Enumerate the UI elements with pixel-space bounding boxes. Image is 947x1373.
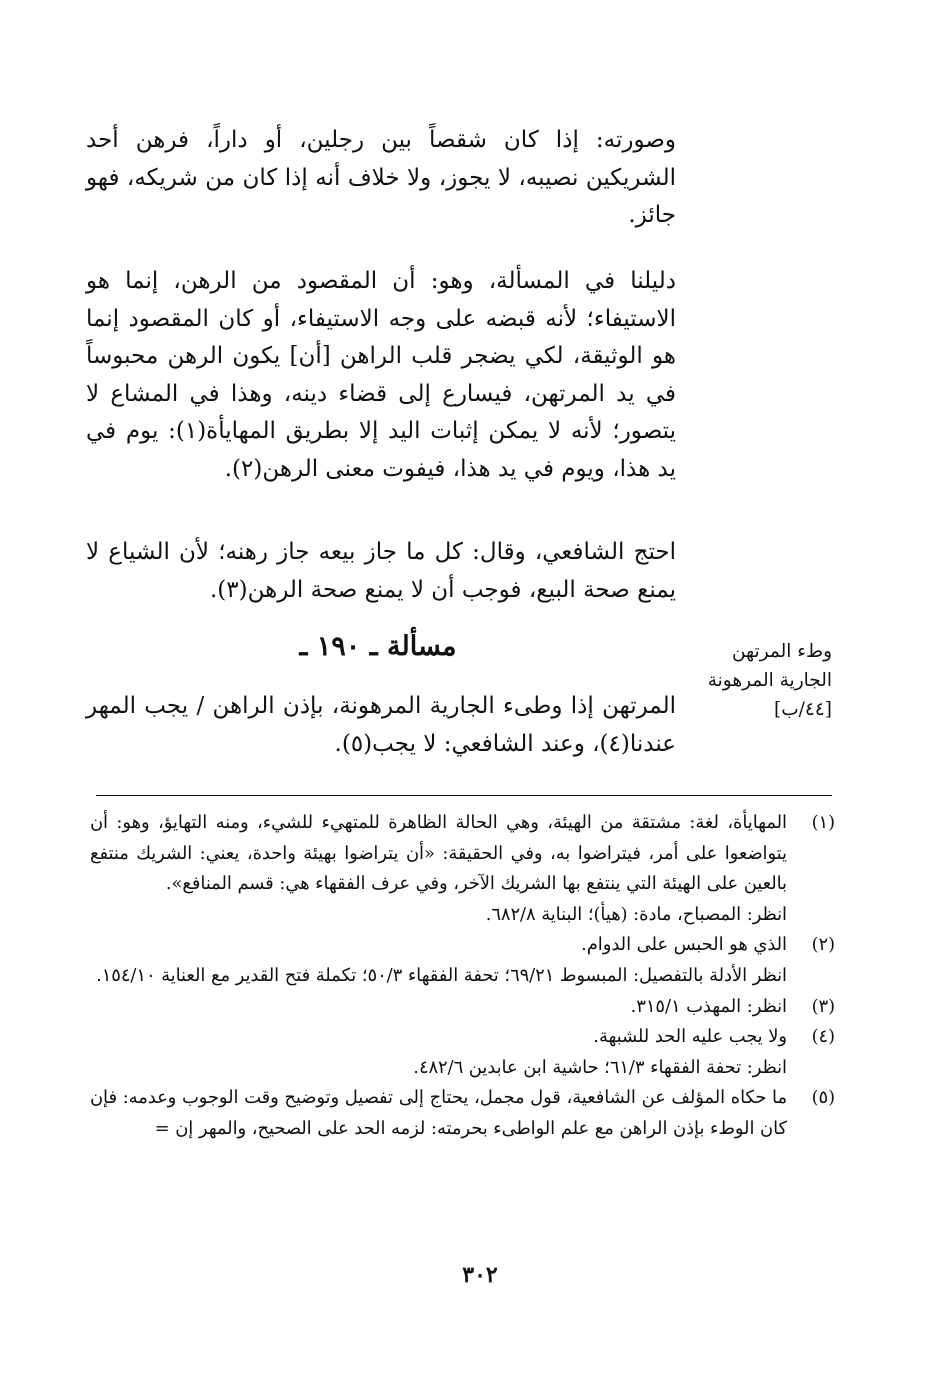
issue-heading: مسألة ـ ١٩٠ ـ (299, 631, 457, 662)
footnote-line: انظر: تحفة الفقهاء ٦١/٣؛ حاشية ابن عابدين ٤٨٢/٦. (413, 1056, 787, 1078)
footnote-number: (١) (811, 812, 835, 833)
paragraph-shafii-argument (86, 534, 676, 609)
footnote-3 (90, 992, 835, 1023)
footnote-1 (90, 808, 835, 930)
footnote-line: ما حكاه المؤلف عن الشافعية، قول مجمل، يحتاج إلى تفصيل وتوضيح وقت الوجوب وعدمه: فإن كان الوطء بإذن الراهن مع علم الواطىء بحرمته: لزمه الحد على الصحيح، والمهر إن = (90, 1087, 787, 1139)
footnotes (90, 808, 835, 1145)
page-number: ٣٠٢ (462, 1262, 498, 1288)
footnote-number: (٤) (811, 1026, 835, 1048)
margin-note-line: الجارية المرهونة (707, 670, 832, 691)
footnote-body (90, 1083, 787, 1144)
margin-note-line: وطء المرتهن (731, 641, 832, 662)
footnote-5 (90, 1083, 835, 1144)
footnote-4 (90, 1022, 835, 1083)
footnote-body (90, 930, 787, 991)
paragraph-definition (86, 122, 676, 235)
footnote-line: انظر: المصباح، مادة: (هيأ)؛ البناية ٦٨٢/٨. (485, 903, 787, 925)
footnote-body (90, 808, 787, 930)
footnote-body (90, 1022, 787, 1083)
footnote-line: المهايأة، لغة: مشتقة من الهيئة، وهي الحالة الظاهرة للمتهيء للشيء، ومنه التهايؤ، وهو: أن يتواضعوا على أمر، فيتراضوا به، وفي الحقيقة: «أن يتراضوا بهيئة واحدة، يعني: الشريك منتفع بالعين على الهيئة التي ينتفع بها الشريك الآخر، وفي عرف الفقهاء هي: قسم المنافع». (90, 812, 787, 895)
footnote-divider (96, 795, 832, 796)
footnote-number: (٣) (811, 995, 835, 1017)
footnote-body (90, 992, 787, 1023)
margin-note (690, 637, 832, 724)
paragraph-issue-190 (86, 688, 676, 763)
paragraph-text: دليلنا في المسألة، وهو: أن المقصود من الرهن، إنما هو الاستيفاء؛ لأنه قبضه على وجه الاستيفاء، أو كان المقصود إنما هو الوثيقة، لكي يضجر قلب الراهن [أن] يكون الرهن محبوساً في يد المرتهن، فيسارع إلى قضاء دينه، وهذا في المشاع لا يتصور؛ لأنه لا يمكن إثبات اليد إلا بطريق المهايأة(١): يوم في يد هذا، ويوم في يد هذا، فيفوت معنى الرهن(٢). (86, 268, 676, 482)
margin-note-folio: [٤٤/ب] (774, 699, 832, 720)
paragraph-evidence (86, 263, 676, 488)
paragraph-text: احتج الشافعي، وقال: كل ما جاز بيعه جاز رهنه؛ لأن الشياع لا يمنع صحة البيع، فوجب أن لا يمنع صحة الرهن(٣). (86, 539, 676, 603)
paragraph-text: المرتهن إذا وطىء الجارية المرهونة، بإذن الراهن / يجب المهر عندنا(٤)، وعند الشافعي: لا يجب(٥). (86, 693, 676, 757)
footnote-line: ولا يجب عليه الحد للشبهة. (593, 1026, 787, 1048)
footnote-line: الذي هو الحبس على الدوام. (581, 934, 787, 956)
footnote-2 (90, 930, 835, 991)
paragraph-text: وصورته: إذا كان شقصاً بين رجلين، أو داراً، فرهن أحد الشريكين نصيبه، لا يجوز، ولا خلاف أنه إذا كان من شريكه، فهو جائز. (86, 127, 676, 228)
footnote-line: انظر الأدلة بالتفصيل: المبسوط ٦٩/٢١؛ تحفة الفقهاء ٥٠/٣؛ تكملة فتح القدير مع العناية ١٥٤/١٠. (96, 964, 787, 986)
footnote-number: (٢) (811, 934, 835, 956)
footnote-number: (٥) (811, 1087, 835, 1109)
footnote-line: انظر: المهذب ٣١٥/١. (630, 995, 787, 1017)
